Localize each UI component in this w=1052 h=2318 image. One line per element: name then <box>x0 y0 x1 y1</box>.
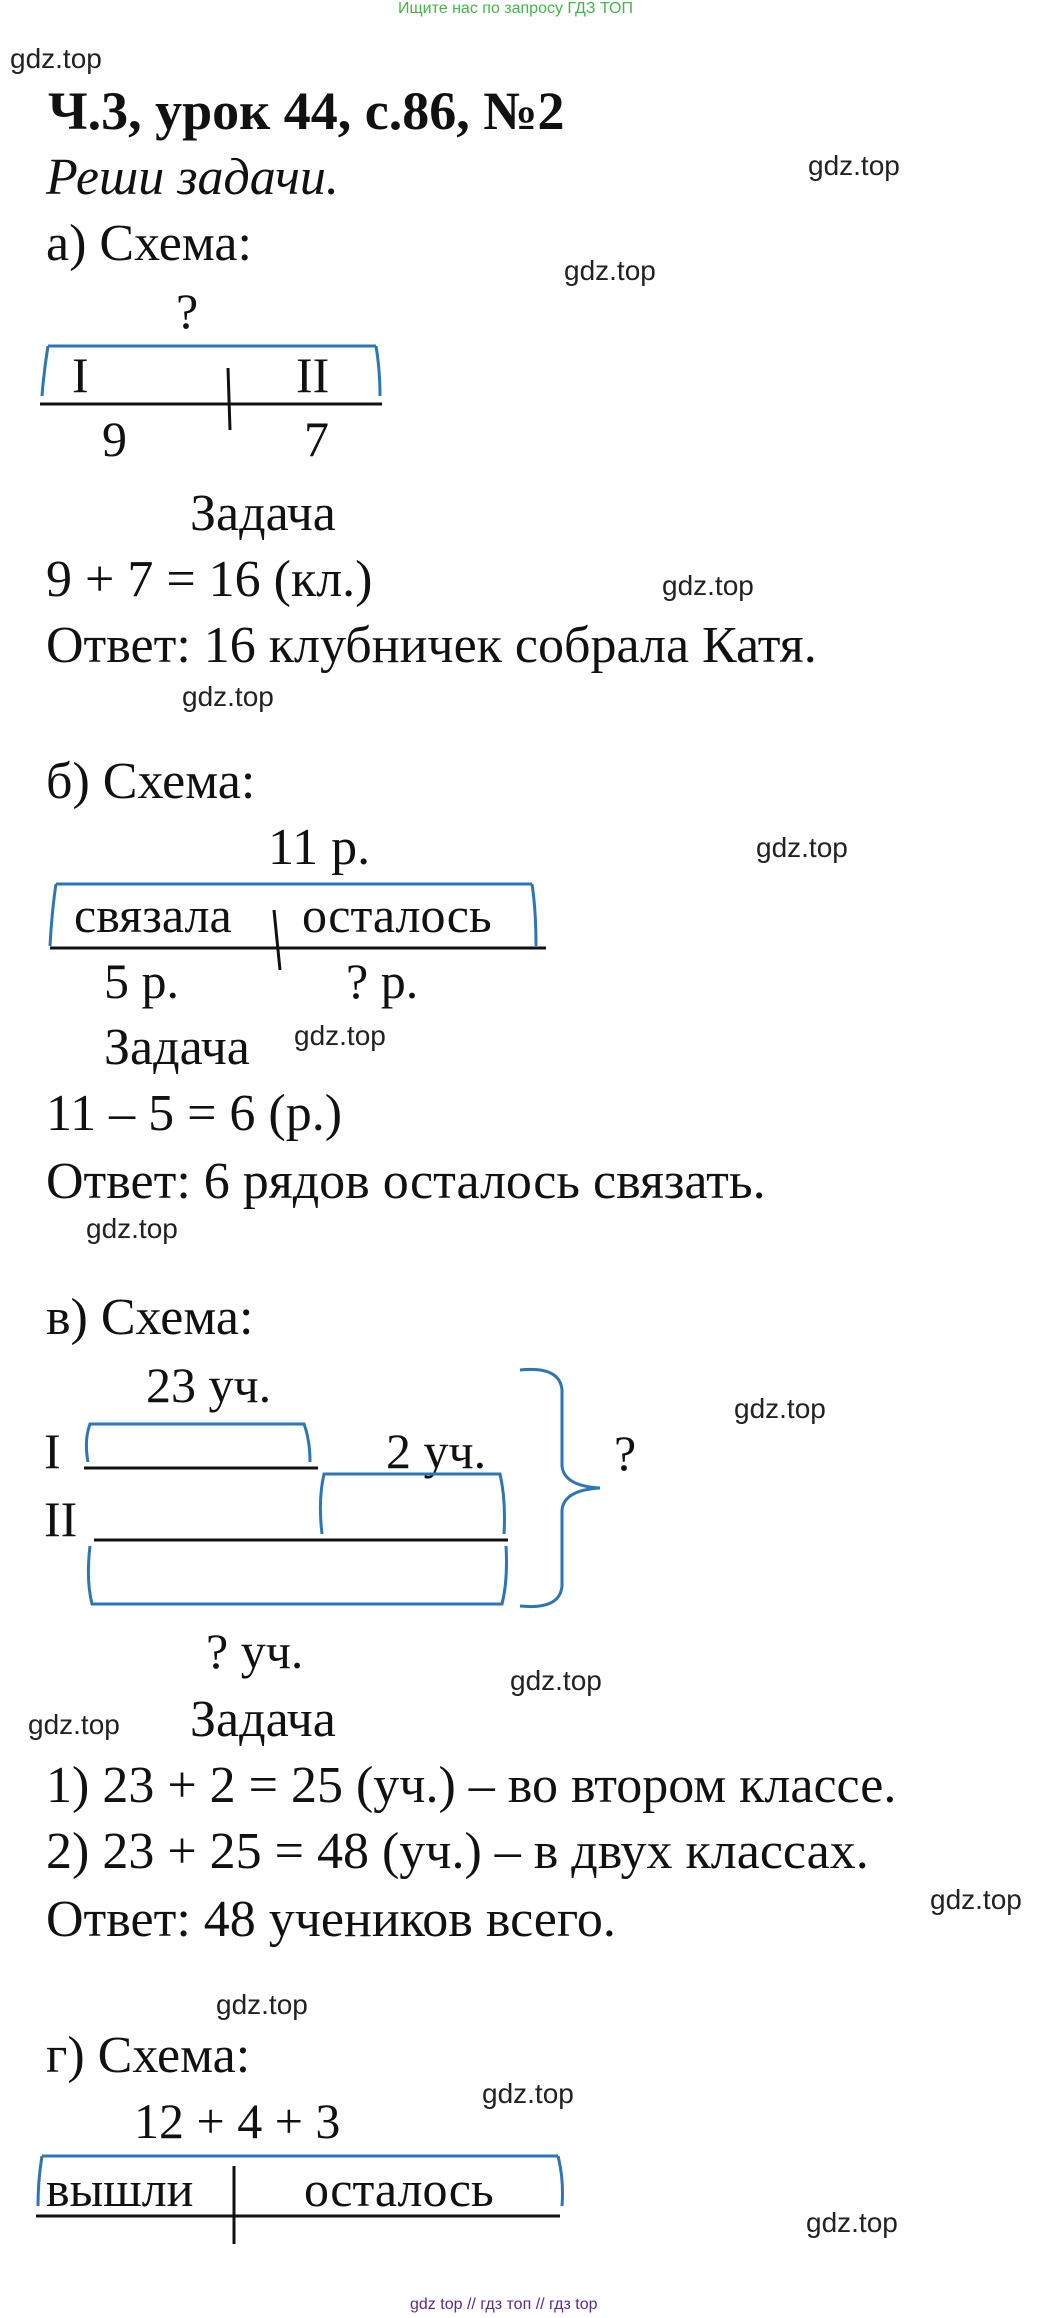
site-watermark: gdz.top <box>10 43 102 74</box>
section-g-part2: осталось <box>304 2161 494 2217</box>
section-a-part2: II <box>296 347 330 403</box>
site-watermark: gdz.top <box>182 681 274 712</box>
site-watermark: gdz.top <box>806 2207 898 2238</box>
section-v-bottom-value: ? уч. <box>206 1623 304 1679</box>
site-watermark: gdz.top <box>510 1665 602 1696</box>
footer-watermark-2: гдз топ <box>480 2296 532 2313</box>
section-g-heading: г) Схема: <box>46 2027 251 2084</box>
section-b-val1: 5 р. <box>104 953 179 1009</box>
site-watermark: gdz.top <box>808 150 900 181</box>
section-v-answer: Ответ: 48 учеников всего. <box>46 1891 616 1948</box>
section-a-task-label: Задача <box>190 485 336 542</box>
site-watermark: gdz.top <box>294 1020 386 1051</box>
site-watermark: gdz.top <box>662 570 754 601</box>
section-b-heading: б) Схема: <box>46 753 256 810</box>
section-v-heading: в) Схема: <box>46 1289 254 1346</box>
section-b-val2: ? р. <box>346 953 419 1009</box>
section-v-step1: 1) 23 + 2 = 25 (уч.) – во втором классе. <box>46 1757 897 1814</box>
section-b-solution: 11 – 5 = 6 (р.) <box>46 1085 343 1142</box>
site-watermark: gdz.top <box>216 1989 308 2020</box>
section-b-task-label: Задача <box>104 1019 250 1076</box>
section-a-solution: 9 + 7 = 16 (кл.) <box>46 551 373 608</box>
section-v-top-value: 23 уч. <box>146 1357 272 1413</box>
section-a-heading: а) Схема: <box>46 215 252 272</box>
section-b-total: 11 р. <box>268 819 371 876</box>
section-b-part1: связала <box>74 887 232 943</box>
section-v-row1: I <box>44 1423 61 1479</box>
top-banner-watermark: Ищите нас по запросу ГДЗ ТОП <box>398 0 633 17</box>
site-watermark: gdz.top <box>930 1884 1022 1915</box>
section-a-val2: 7 <box>304 411 329 467</box>
site-watermark: gdz.top <box>756 832 848 863</box>
page-title: Ч.3, урок 44, с.86, №2 <box>48 81 565 141</box>
footer-watermark <box>410 2296 598 2314</box>
section-a-answer: Ответ: 16 клубничек собрала Катя. <box>46 617 817 674</box>
section-b-part2: осталось <box>302 887 492 943</box>
section-v-task-label: Задача <box>190 1691 336 1748</box>
site-watermark: gdz.top <box>86 1213 178 1244</box>
instruction: Реши задачи. <box>46 149 339 206</box>
site-watermark: gdz.top <box>564 255 656 286</box>
section-v-row2: II <box>44 1491 78 1547</box>
footer-watermark-1: gdz top <box>410 2296 463 2313</box>
footer-separator: // <box>535 2296 545 2313</box>
site-watermark: gdz.top <box>734 1393 826 1424</box>
section-v-question: ? <box>614 1425 637 1481</box>
section-g-part1: вышли <box>46 2161 194 2217</box>
section-a-part1: I <box>72 347 89 403</box>
footer-watermark-3: гдз top <box>549 2296 598 2313</box>
footer-separator: // <box>466 2296 476 2313</box>
section-a-question: ? <box>176 283 199 339</box>
section-g-total: 12 + 4 + 3 <box>134 2093 341 2149</box>
section-b-answer: Ответ: 6 рядов осталось связать. <box>46 1153 766 1210</box>
section-v-step2: 2) 23 + 25 = 48 (уч.) – в двух классах. <box>46 1823 869 1880</box>
site-watermark: gdz.top <box>482 2078 574 2109</box>
section-v-extra: 2 уч. <box>386 1423 487 1479</box>
section-a-val1: 9 <box>102 411 127 467</box>
site-watermark: gdz.top <box>28 1709 120 1740</box>
